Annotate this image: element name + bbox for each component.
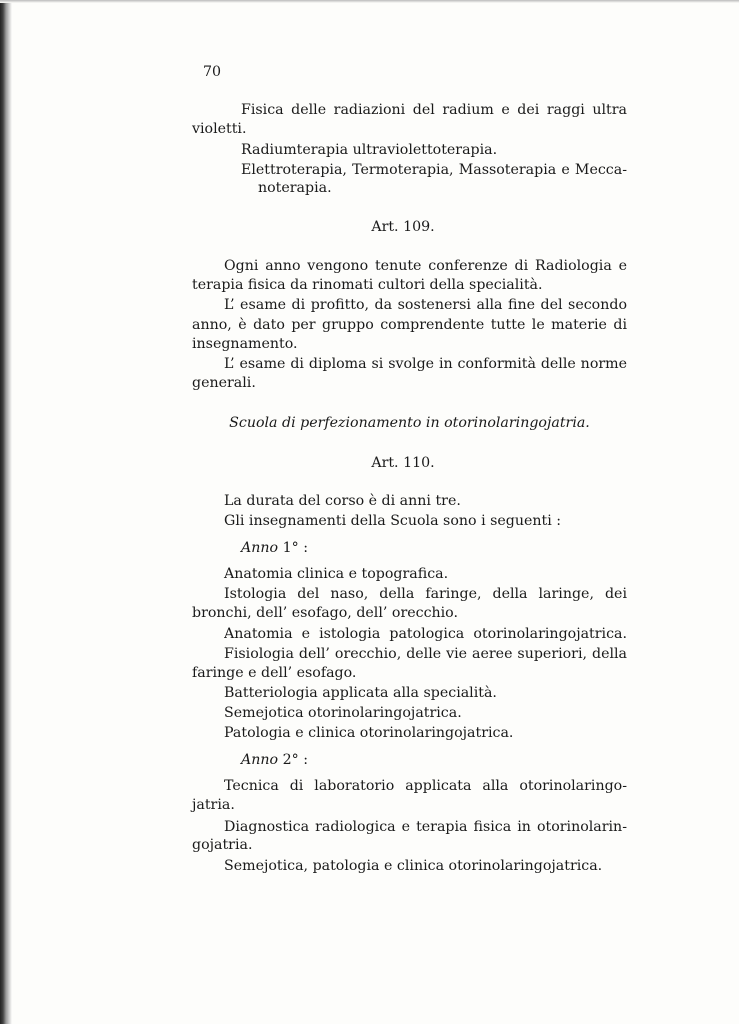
article-heading-109: Art. 109. [371, 219, 435, 235]
course-item: Semejotica, patologia e clinica otorinolaringojatrica. [224, 858, 603, 874]
text-line: anno, è dato per gruppo comprendente tutte le materie di [192, 317, 627, 333]
year-label: Anno [241, 752, 279, 768]
course-item: Batteriologia applicata alla specialità. [224, 685, 497, 701]
text-line: violetti. [192, 121, 247, 137]
text-line: L’ esame di diploma si svolge in conformità delle norme [224, 356, 627, 372]
text-line: Gli insegnamenti della Scuola sono i seguenti : [224, 513, 562, 529]
year-1-label [241, 538, 308, 558]
text-line: noterapia. [258, 180, 332, 196]
year-number: 2° : [282, 752, 308, 768]
course-item: Anatomia clinica e topografica. [224, 566, 449, 582]
year-label: Anno [241, 540, 279, 556]
page-number: 70 [203, 64, 222, 80]
scan-top-edge [0, 0, 739, 3]
course-item: jatria. [192, 797, 235, 813]
course-item: Semejotica otorinolaringojatrica. [224, 705, 462, 721]
text-line: Radiumterapia ultraviolettoterapia. [241, 142, 498, 158]
text-line: Fisica delle radiazioni del radium e dei raggi ultra [241, 102, 627, 118]
course-item: Fisiologia dell’ orecchio, delle vie aeree superiori, della [224, 646, 627, 662]
text-line: L’ esame di profitto, da sostenersi alla fine del secondo [224, 297, 627, 313]
text-line: terapia fisica da rinomati cultori della specialità. [192, 277, 543, 293]
course-item: Diagnostica radiologica e terapia fisica in otorinolarin- [224, 819, 627, 835]
year-number: 1° : [282, 540, 308, 556]
text-line: generali. [192, 375, 256, 391]
course-item: bronchi, dell’ esofago, dell’ orecchio. [192, 605, 458, 621]
course-item: Anatomia e istologia patologica otorinolaringojatrica. [224, 626, 627, 642]
course-item: gojatria. [192, 837, 253, 853]
year-2-label [241, 750, 308, 770]
course-item: Tecnica di laboratorio applicata alla otorinolaringo- [224, 778, 627, 794]
text-line: insegnamento. [192, 336, 298, 352]
text-line: La durata del corso è di anni tre. [224, 493, 461, 509]
scan-left-edge [0, 0, 12, 1024]
article-heading-110: Art. 110. [371, 455, 435, 471]
course-item: Istologia del naso, della faringe, della laringe, dei [224, 586, 627, 602]
section-title: Scuola di perfezionamento in otorinolaringojatria. [229, 415, 590, 431]
course-item: Patologia e clinica otorinolaringojatrica. [224, 725, 514, 741]
text-line: Ogni anno vengono tenute conferenze di Radiologia e [224, 258, 627, 274]
text-line: Elettroterapia, Termoterapia, Massoterapia e Mecca- [241, 162, 627, 178]
course-item: faringe e dell’ esofago. [192, 665, 357, 681]
